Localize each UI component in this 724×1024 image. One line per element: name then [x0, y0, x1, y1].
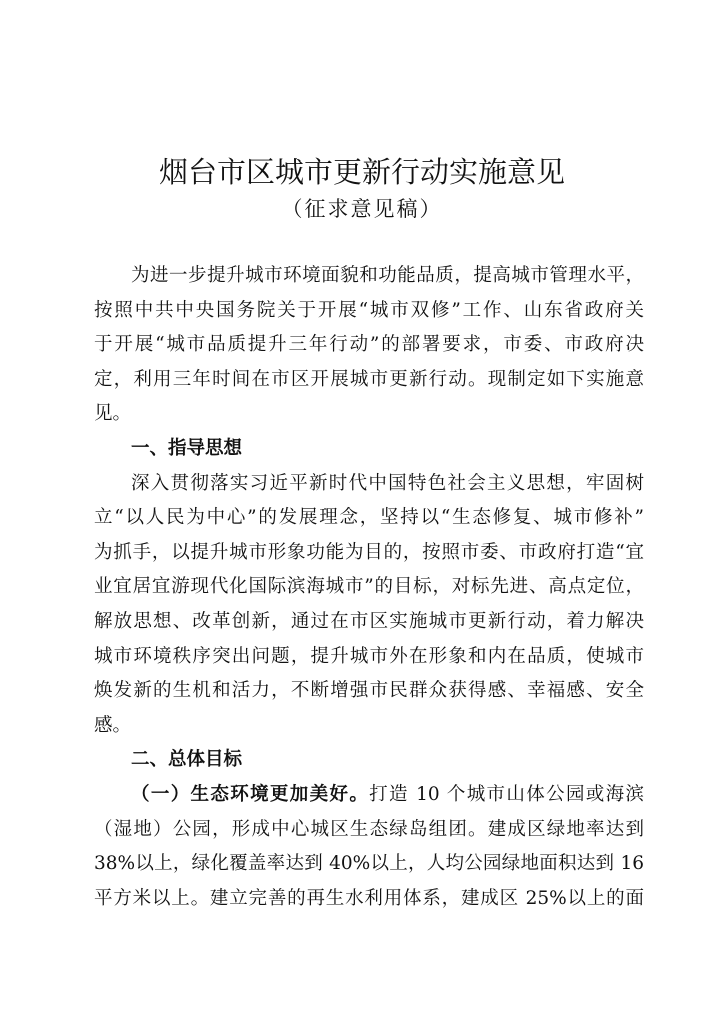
- document-title: 烟台市区城市更新行动实施意见: [158, 155, 565, 189]
- section1-line: 感。: [94, 714, 132, 736]
- intro-line: 定，利用三年时间在市区开展城市更新行动。现制定如下实施意: [94, 368, 644, 390]
- section1-line: 立“以人民为中心”的发展理念，坚持以“生态修复、城市修补”: [94, 507, 644, 529]
- section1-line: 城市环境秩序突出问题，提升城市外在形象和内在品质，使城市: [94, 645, 644, 667]
- section2-line: 平方米以上。建立完善的再生水利用体系，建成区 25%以上的面: [94, 887, 644, 909]
- section1-line: 业宜居宜游现代化国际滨海城市”的目标，对标先进、高点定位，: [94, 576, 644, 598]
- intro-line: 见。: [94, 403, 132, 425]
- section2-line: 38%以上，绿化覆盖率达到 40%以上，人均公园绿地面积达到 16: [94, 853, 644, 875]
- section1-line: 为抓手，以提升城市形象功能为目的，按照市委、市政府打造“宜: [94, 541, 644, 563]
- section1-line: 解放思想、改革创新，通过在市区实施城市更新行动，着力解决: [94, 610, 644, 632]
- intro-line: 于开展“城市品质提升三年行动”的部署要求，市委、市政府决: [94, 334, 644, 356]
- document-subtitle: （征求意见稿）: [281, 197, 443, 221]
- section-heading-guiding-thought: 一、指导思想: [131, 437, 243, 459]
- intro-line: 为进一步提升城市环境面貌和功能品质，提高城市管理水平，: [131, 265, 644, 286]
- section1-line: 深入贯彻落实习近平新时代中国特色社会主义思想，牢固树: [131, 472, 644, 494]
- section1-line: 焕发新的生机和活力，不断增强市民群众获得感、幸福感、安全: [94, 680, 644, 702]
- section2-item1-text: 打造 10 个城市山体公园或海滨: [369, 783, 644, 805]
- subsection-heading-ecology: （一）生态环境更加美好。: [131, 783, 370, 805]
- section-heading-overall-goals: 二、总体目标: [131, 749, 243, 771]
- document-body: [94, 259, 644, 916]
- section2-line: （湿地）公园，形成中心城区生态绿岛组团。建成区绿地率达到: [94, 818, 644, 840]
- intro-line: 按照中共中央国务院关于开展“城市双修”工作、山东省政府关: [94, 299, 644, 321]
- section2-item1-first-line: [94, 778, 644, 813]
